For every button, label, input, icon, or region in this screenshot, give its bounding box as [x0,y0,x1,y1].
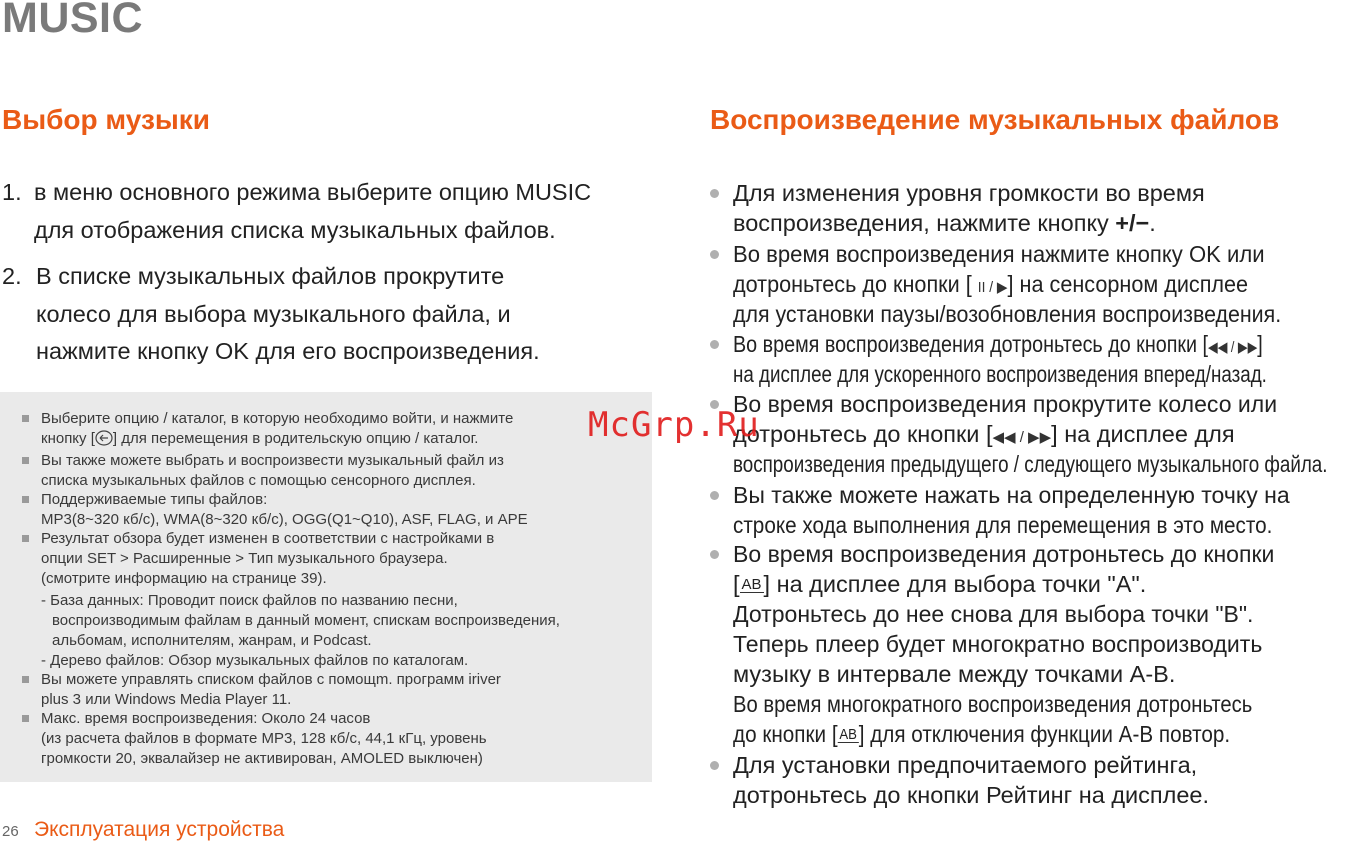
section-title-select-music: Выбор музыки [2,104,211,135]
bullet-dot-icon [710,189,719,198]
note-text: Вы можете управлять списком файлов с помощm. программ iriver [41,671,501,688]
bullet-text: Теперь плеер будет многократно воспроизводить [733,631,1263,657]
bullet-text: Для изменения уровня громкости во время [733,180,1205,206]
bullet-text: Дотроньтесь до нее снова для выбора точки "B". [733,601,1254,627]
bullet-dot-icon [710,761,719,770]
bullet-dot-icon [710,250,719,259]
prev-next-icon: ◀◀ / ▶▶ [992,429,1052,446]
note-text: Результат обзора будет изменен в соответствии с настройками в [41,530,495,547]
bullet-text: Во время многократного воспроизведения дотроньтесь [733,691,1253,717]
step-number: 1. [2,179,22,205]
bullet-square-icon [22,535,29,542]
note-text: опции SET > Расширенные > Тип музыкального браузера. [41,549,448,567]
ab-repeat-icon: AB [839,726,857,743]
back-icon [95,430,113,446]
step-number: 2. [2,263,22,289]
note-text: (из расчета файлов в формате MP3, 128 кб/с, 44,1 кГц, уровень [41,729,487,747]
bullet-text: воспроизведения, нажмите кнопку +/−. [733,210,1156,236]
sub-item-database: - База данных: Проводит поиск файлов по названию песни, [41,592,458,609]
play-pause-icon: II / ▶ [977,279,1008,296]
step-2 [2,258,662,378]
bullet-text: музыку в интервале между точками A-B. [733,661,1176,687]
section-title-playback: Воспроизведение музыкальных файлов [710,104,1280,135]
sub-item-database-cont: воспроизводимым файлам в данный момент, спискам воспроизведения, [52,612,560,629]
note-text: MP3(8~320 кб/с), WMA(8~320 кб/с), OGG(Q1~Q10), ASF, FLAG, и APE [41,510,528,528]
note-text: Вы также можете выбрать и воспроизвести музыкальный файл из [41,452,504,469]
note-text: кнопку [ ] для перемещения в родительскую опцию / каталог. [41,429,479,447]
ab-repeat-icon: AB [741,576,762,593]
bullet-text: дотроньтесь до кнопки [◀◀ / ▶▶] на дисплее для [733,421,1235,447]
bullet-dot-icon [710,550,719,559]
bullet-text: дотроньтесь до кнопки Рейтинг на дисплее. [733,782,1210,808]
bullet-dot-icon [710,491,719,500]
volume-plus-minus-icon: +/− [1115,210,1150,236]
bullet-text: воспроизведения предыдущего / следующего музыкального файла. [733,451,1328,477]
bullet-dot-icon [710,340,719,349]
bullet-text: [ AB] на дисплее для выбора точки "A". [733,571,1147,597]
note-text: (смотрите информацию на странице 39). [41,569,327,587]
notes-box [0,392,652,782]
watermark: McGrp.Ru [588,405,760,445]
note-text: plus 3 или Windows Media Player 11. [41,690,292,708]
bullet-text: на дисплее для ускоренного воспроизведения вперед/назад. [733,361,1267,387]
step-text: в меню основного режима выберите опцию MUSIC [34,179,592,205]
footer-section-label: Эксплуатация устройства [34,818,285,841]
note-text: списка музыкальных файлов с помощью сенсорного дисплея. [41,471,476,489]
sub-item-database-cont: альбомам, исполнителям, жанрам, и Podcast. [52,632,372,649]
note-text: громкости 20, эквалайзер не активирован, AMOLED выключен) [41,749,483,767]
bullet-square-icon [22,457,29,464]
bullet-text: Во время воспроизведения прокрутите колесо или [733,391,1278,417]
bullet-square-icon [22,496,29,503]
step-text: для отображения списка музыкальных файлов. [34,216,556,243]
page-number: 26 [2,823,19,840]
bullet-text: дотроньтесь до кнопки [ II / ▶] на сенсорном дисплее [733,271,1249,297]
rewind-forward-icon: ◀◀ / ▶▶ [1208,339,1258,356]
note-text: Макс. время воспроизведения: Около 24 часов [41,710,371,727]
bullet-text: до кнопки [ AB] для отключения функции A-B повтор. [733,721,1231,747]
bullet-text: Во время воспроизведения дотроньтесь до кнопки [733,541,1275,567]
bullet-text: для установки паузы/возобновления воспроизведения. [733,301,1282,327]
bullet-text: Во время воспроизведения нажмите кнопку OK или [733,241,1265,267]
bullet-text: Вы также можете нажать на определенную точку на [733,482,1290,508]
step-text: колесо для выбора музыкального файла, и [36,300,511,327]
page-header-title: MUSIC [2,0,144,42]
note-text: Поддерживаемые типы файлов: [41,491,268,508]
sub-item-file-tree: - Дерево файлов: Обзор музыкальных файлов по каталогам. [41,652,469,669]
bullet-square-icon [22,715,29,722]
step-text: В списке музыкальных файлов прокрутите [36,263,505,289]
bullet-text: строке хода выполнения для перемещения в это место. [733,512,1273,538]
bullet-text: Для установки предпочитаемого рейтинга, [733,752,1198,778]
bullet-square-icon [22,676,29,683]
note-text: Выберите опцию / каталог, в которую необходимо войти, и нажмите [41,410,514,427]
bullet-text: Во время воспроизведения дотроньтесь до кнопки [◀◀ / ▶▶] [733,331,1263,357]
bullet-square-icon [22,415,29,422]
step-text: нажмите кнопку OK для его воспроизведения. [36,338,540,364]
step-1 [2,174,662,254]
